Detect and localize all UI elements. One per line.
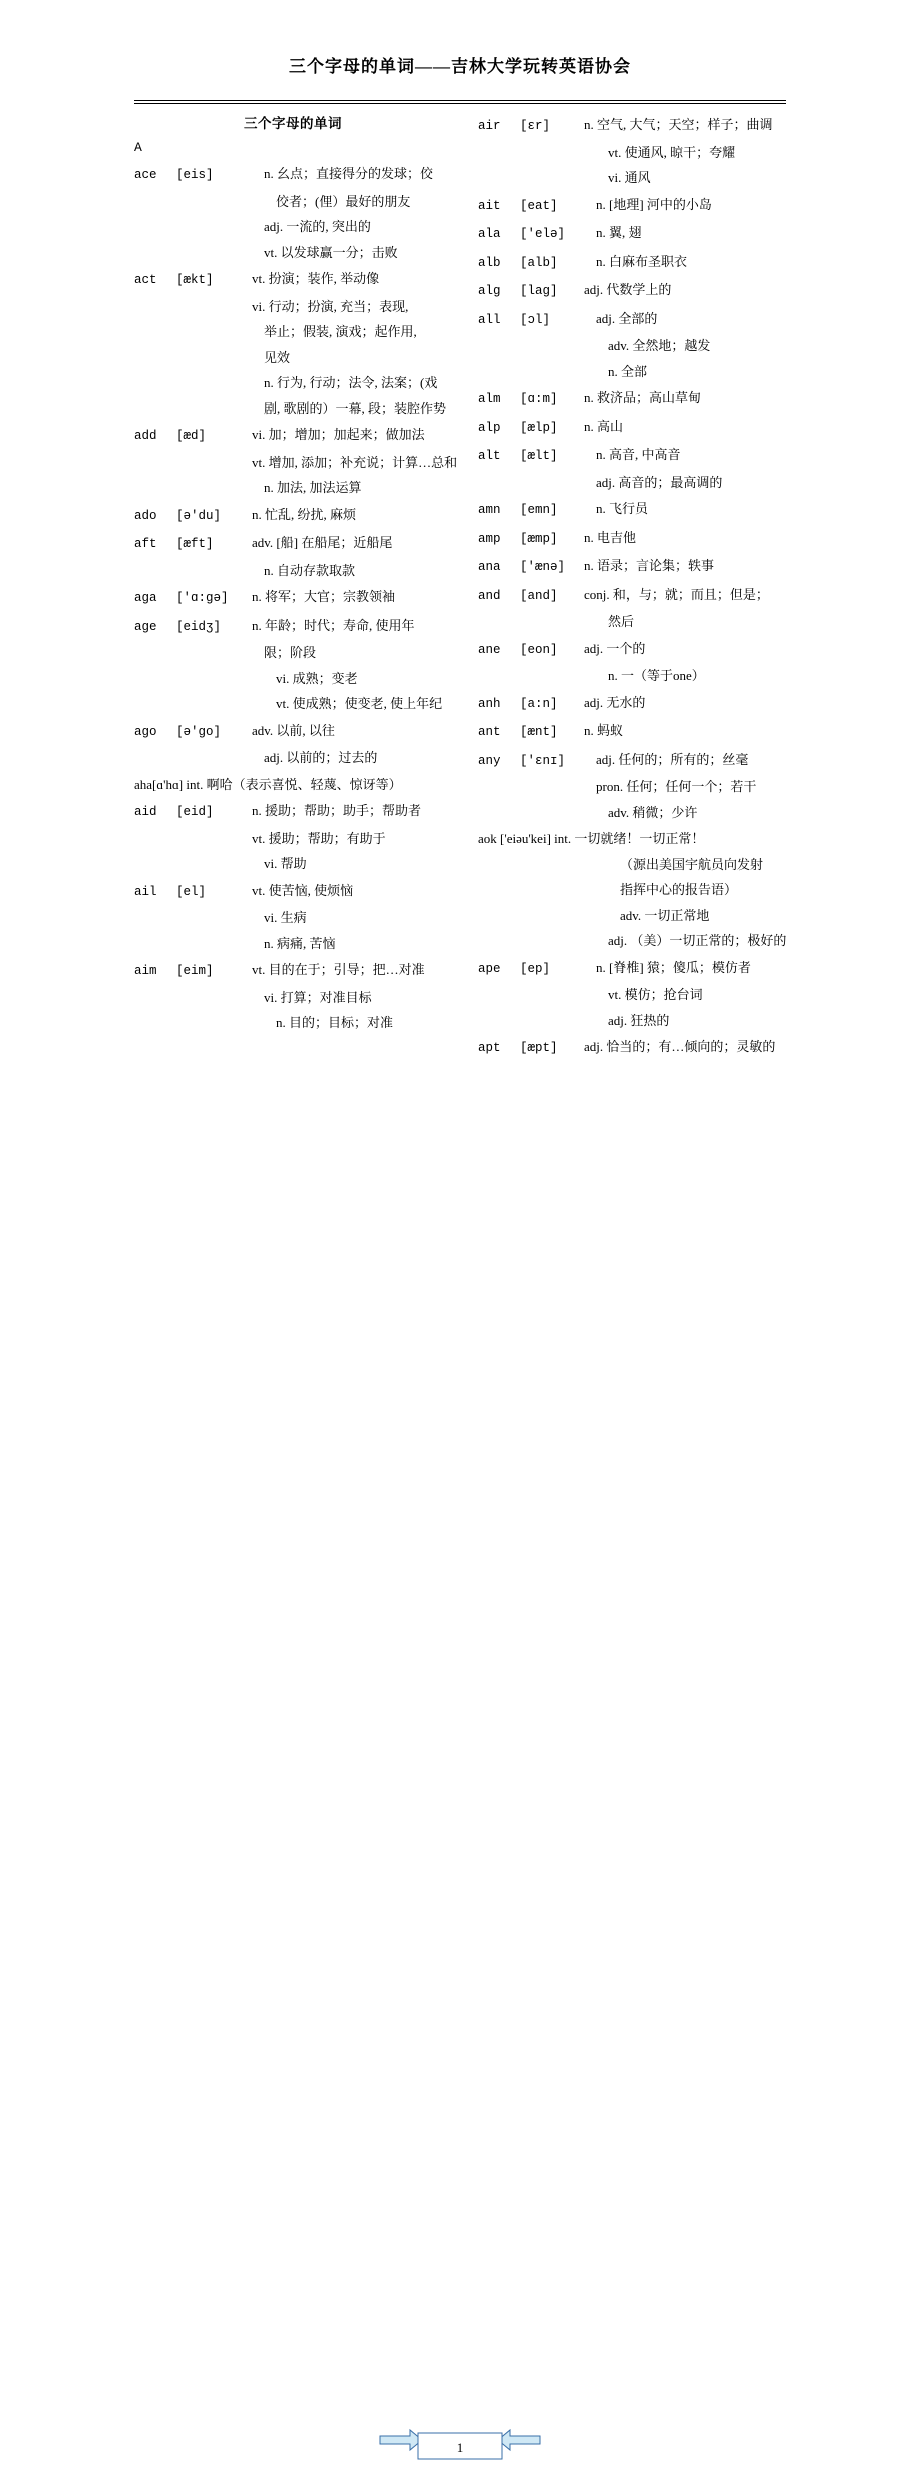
entry-phonetic: [ælt] [520, 449, 558, 463]
entry-first-line [134, 718, 452, 746]
entry-phonetic: [ælp] [520, 420, 558, 435]
entry-definition: adj. 一流的, 突出的 [264, 219, 371, 234]
right-entry-list [478, 112, 794, 1062]
entry-phonetic: ['ɑ:gə] [176, 591, 229, 605]
dictionary-entry [478, 553, 794, 581]
entry-word: amp [478, 531, 501, 546]
entry-first-line [134, 957, 452, 985]
entry-phonetic: [emn] [520, 503, 558, 517]
dictionary-entry [478, 414, 794, 442]
entry-word: aim [134, 964, 157, 978]
entry-definition: adv. 一切正常地 [620, 907, 710, 923]
dictionary-entry [478, 220, 794, 248]
entry-first-line [478, 306, 794, 334]
entry-definition: vt. 使成熟；使变老, 使上年纪 [276, 696, 443, 711]
entry-definition: vt. 以发球赢一分；击败 [264, 244, 398, 260]
dictionary-entry [134, 422, 458, 501]
entry-definition: n. 翼, 翅 [596, 225, 642, 240]
entry-phonetic: [lag] [520, 284, 558, 298]
entry-phonetic: [æmp] [520, 531, 558, 546]
dictionary-entry [478, 747, 794, 826]
dictionary-entry [478, 496, 794, 524]
entry-first-line [134, 422, 452, 450]
entry-word: anh [478, 696, 501, 711]
entry-first-line [478, 112, 794, 140]
entry-definition: 剧, 歌剧的）一幕, 段；装腔作势 [264, 400, 447, 416]
dictionary-entry [478, 192, 794, 220]
entry-phonetic: [ɛr] [520, 119, 551, 133]
entry-headline: aha[ɑ'hɑ] int. 啊哈（表示喜悦、轻蔑、惊讶等） [134, 776, 402, 792]
entry-definition: pron. 任何；任何一个；若干 [596, 779, 757, 794]
entry-first-line [478, 496, 794, 524]
dictionary-entry [134, 957, 452, 1036]
dictionary-entry [478, 442, 794, 495]
dictionary-entry [134, 266, 452, 421]
entry-word: ant [478, 725, 501, 739]
entry-phonetic: ['ɛnɪ] [520, 753, 566, 768]
dictionary-entry [134, 798, 452, 877]
entry-phonetic: ['ænə] [520, 560, 566, 574]
dictionary-entry [478, 112, 794, 191]
entry-definition: n. 行为, 行动；法令, 法案；(戏 [264, 375, 438, 390]
entry-definition: n. 全部 [608, 363, 648, 379]
dictionary-entry [134, 502, 452, 530]
entry-phonetic: [æft] [176, 537, 214, 551]
entry-word: all [478, 312, 501, 327]
entry-definition: vi. 加；增加；加起来；做加法 [252, 427, 425, 442]
entry-definition: vt. 扮演；装作, 举动像 [252, 271, 380, 286]
entry-definition: n. [地理] 河中的小岛 [596, 196, 712, 212]
entry-word: alp [478, 420, 501, 435]
entry-definition: n. 忙乱, 纷扰, 麻烦 [252, 506, 357, 522]
entry-definition: n. 语录；言论集；轶事 [584, 558, 715, 573]
entry-phonetic: [alb] [520, 255, 558, 270]
entry-definition: adj. 任何的；所有的；丝毫 [596, 751, 749, 767]
entry-phonetic: [eon] [520, 642, 558, 657]
entry-definition: vi. 帮助 [264, 856, 307, 871]
entry-first-line [134, 161, 452, 189]
entry-first-line [478, 525, 794, 553]
entry-definition: n. 将军；大官；宗教领袖 [252, 589, 396, 604]
left-entry-list [134, 161, 458, 1036]
entry-word: age [134, 619, 157, 634]
entry-word: ace [134, 168, 157, 182]
entry-definition: n. 加法, 加法运算 [264, 480, 362, 495]
dictionary-entry [478, 718, 794, 746]
dictionary-entry [478, 582, 794, 635]
entry-definition: vi. 打算；对准目标 [264, 989, 372, 1005]
entry-phonetic: [eat] [520, 198, 558, 213]
entry-first-line [134, 878, 452, 906]
entry-phonetic: [ænt] [520, 725, 558, 739]
entry-definition: n. 病痛, 苦恼 [264, 935, 336, 951]
entry-definition: adj. 全部的 [596, 310, 658, 326]
entry-definition: n. 一（等于one） [608, 668, 705, 683]
entry-word: act [134, 273, 157, 287]
entry-phonetic: [eid] [176, 805, 214, 819]
dictionary-entry [478, 826, 794, 954]
dictionary-entry [478, 277, 794, 305]
entry-phonetic: [ə'go] [176, 724, 222, 739]
entry-definition: vt. 使通风, 晾干；夸耀 [608, 144, 736, 160]
entry-definition: vi. 通风 [608, 170, 651, 185]
dictionary-entry [134, 718, 452, 771]
entry-definition: n. 空气, 大气；天空；样子；曲调 [584, 117, 773, 132]
entry-phonetic: [a:n] [520, 696, 558, 711]
entry-definition: adv. [船] 在船尾；近船尾 [252, 535, 393, 550]
dictionary-entry [478, 690, 794, 718]
entry-first-line [478, 636, 794, 664]
dictionary-entry [134, 530, 452, 583]
left-column [134, 112, 458, 1063]
entry-definition: vi. 行动；扮演, 充当；表现, [252, 298, 409, 314]
right-column [478, 112, 794, 1063]
entry-phonetic: [el] [176, 884, 207, 899]
entry-definition: n. [脊椎] 猿；傻瓜；模仿者 [596, 959, 751, 975]
entry-word: and [478, 588, 501, 603]
entry-first-line [478, 1034, 794, 1062]
entry-first-line [478, 553, 794, 581]
entry-phonetic: [eidʒ] [176, 619, 222, 634]
entry-definition: vt. 使苦恼, 使烦恼 [252, 882, 354, 898]
entry-definition: n. 白麻布圣职衣 [596, 253, 688, 269]
entry-first-line [134, 613, 452, 641]
entry-definition: vt. 增加, 添加；补充说；计算…总和 [252, 454, 458, 470]
entry-definition: adv. 全然地；越发 [608, 338, 711, 353]
entry-word: amn [478, 503, 501, 517]
entry-first-line [478, 192, 794, 220]
entry-definition: n. 救济品；高山草甸 [584, 390, 702, 405]
entry-definition: 然后 [608, 614, 635, 629]
dictionary-entry [134, 613, 452, 717]
entry-first-line [478, 249, 794, 277]
entry-word: apt [478, 1041, 501, 1055]
dictionary-entry [134, 584, 452, 612]
dictionary-entry [478, 955, 794, 1034]
entry-first-line [478, 277, 794, 305]
entry-definition: adv. 以前, 以往 [252, 722, 335, 738]
dictionary-entry [478, 1034, 794, 1062]
entry-phonetic: [ɑ:m] [520, 392, 558, 406]
entry-word: ail [134, 884, 157, 899]
entry-first-line [478, 582, 794, 610]
dictionary-entry [478, 525, 794, 553]
entry-word: air [478, 119, 501, 133]
entry-word: aga [134, 591, 157, 605]
header-divider-2 [134, 103, 786, 104]
entry-definition: n. 飞行员 [596, 501, 649, 516]
entry-first-line [478, 442, 794, 470]
entry-first-line [478, 747, 794, 775]
entry-word: ago [134, 724, 157, 739]
entry-definition: vt. 目的在于；引导；把…对准 [252, 962, 425, 977]
entry-definition: n. 年龄；时代；寿命, 使用年 [252, 617, 415, 633]
entry-phonetic: ['elə] [520, 227, 566, 241]
entry-word: aft [134, 537, 157, 551]
entry-definition: 指挥中心的报告语） [620, 882, 738, 897]
entry-phonetic: [and] [520, 588, 558, 603]
page-title: 三个字母的单词——吉林大学玩转英语协会 [289, 57, 631, 76]
entry-definition: n. 电吉他 [584, 529, 637, 545]
dictionary-entry [478, 636, 794, 689]
entry-phonetic: [ɔl] [520, 312, 551, 327]
dictionary-entry [134, 161, 452, 265]
entry-definition: 举止；假装, 演戏；起作用, [264, 324, 417, 339]
entry-phonetic: [eis] [176, 168, 214, 182]
entry-word: ana [478, 560, 501, 574]
column-heading: 三个字母的单词 [244, 116, 342, 131]
entry-definition: adj. 高音的；最高调的 [596, 474, 723, 490]
entry-phonetic: [æpt] [520, 1041, 558, 1055]
entry-definition: 佼者；(俚）最好的朋友 [276, 193, 411, 209]
entry-word: alb [478, 255, 501, 270]
entry-first-line [478, 718, 794, 746]
entry-first-line [134, 530, 452, 558]
dictionary-entry [478, 249, 794, 277]
entry-first-line [134, 502, 452, 530]
entry-word: any [478, 753, 501, 768]
entry-definition: n. 援助；帮助；助手；帮助者 [252, 803, 422, 818]
entry-phonetic: [ækt] [176, 273, 214, 287]
page-number: 1 [456, 2440, 464, 2455]
entry-word: ado [134, 508, 157, 523]
entry-word: ape [478, 961, 501, 976]
dictionary-entry [134, 772, 452, 798]
entry-phonetic: [ə'du] [176, 508, 222, 523]
entry-definition: adj. 代数学上的 [584, 282, 672, 297]
entry-definition: vi. 生病 [264, 910, 307, 925]
entry-word: ait [478, 198, 501, 213]
entry-phonetic: [eim] [176, 964, 214, 978]
entry-first-line [478, 220, 794, 248]
header-divider [134, 100, 786, 101]
entry-first-line [478, 690, 794, 718]
entry-first-line [134, 266, 452, 294]
entry-definition: adj. 以前的；过去的 [264, 750, 378, 765]
entry-word: aid [134, 805, 157, 819]
entry-definition: 限；阶段 [264, 645, 317, 660]
entry-first-line [134, 584, 452, 612]
entry-definition: n. 高音, 中高音 [596, 447, 681, 462]
entry-definition: adj. 恰当的；有…倾向的；灵敏的 [584, 1039, 776, 1054]
entry-word: alm [478, 392, 501, 406]
entry-definition: vt. 模仿；抢台词 [608, 987, 703, 1002]
entry-definition: n. 高山 [584, 418, 624, 434]
entry-first-line [134, 798, 452, 826]
entry-definition: 见效 [264, 349, 291, 365]
entry-definition: n. 目的；目标；对准 [276, 1015, 394, 1030]
entry-definition: n. 蚂蚁 [584, 723, 624, 738]
entry-phonetic: [æd] [176, 429, 207, 443]
entry-word: ane [478, 642, 501, 657]
dictionary-entry [478, 306, 794, 385]
entry-phonetic: [ep] [520, 961, 551, 976]
entry-definition: （源出美国宇航员向发射 [620, 856, 764, 872]
entry-first-line [478, 414, 794, 442]
entry-definition: adj. 无水的 [584, 694, 646, 710]
entry-definition: vi. 成熟；变老 [276, 670, 358, 686]
entry-definition: conj. 和，与；就；而且；但是； [584, 586, 769, 602]
entry-definition: adj. （美）一切正常的；极好的 [608, 933, 787, 948]
entry-definition: n. 幺点；直接得分的发球；佼 [264, 166, 434, 181]
entry-word: add [134, 429, 157, 443]
dictionary-entry [134, 878, 452, 957]
section-letter: A [134, 140, 142, 155]
entry-definition: adj. 狂热的 [608, 1012, 670, 1028]
entry-first-line [478, 955, 794, 983]
entry-definition: adv. 稍微；少许 [608, 804, 698, 820]
two-column-body [134, 112, 794, 1063]
entry-word: alg [478, 284, 501, 298]
entry-definition: n. 自动存款取款 [264, 562, 356, 578]
entry-word: alt [478, 449, 501, 463]
entry-first-line [478, 385, 794, 413]
entry-headline: aok ['eiəu'kei] int. 一切就绪！一切正常！ [478, 831, 705, 846]
dictionary-entry [478, 385, 794, 413]
entry-definition: vt. 援助；帮助；有助于 [252, 830, 386, 846]
entry-word: ala [478, 227, 501, 241]
page-footer [0, 1212, 920, 2455]
entry-definition: adj. 一个的 [584, 640, 646, 656]
